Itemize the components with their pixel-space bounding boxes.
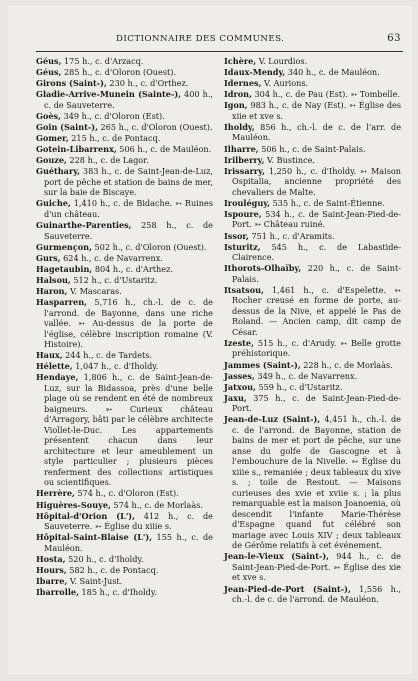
dictionary-entry xyxy=(36,488,213,499)
entry-headword: Géus, xyxy=(36,67,62,78)
dictionary-entry xyxy=(36,286,213,297)
entry-text: 349 h., c. de Navarrenx. xyxy=(254,370,358,381)
entry-headword: Haron, xyxy=(36,286,68,296)
header-rule xyxy=(36,51,403,52)
entry-headword: Idaux-Mendy, xyxy=(224,67,286,78)
entry-text: 258 h., c. de Sauveterre. xyxy=(44,220,213,241)
entry-text: 1,250 h., c. d'Iholdy. ➳ Maison Ospitalia, ancienne propriété des chevaliers de Malte. xyxy=(232,165,401,197)
dictionary-entry xyxy=(36,111,213,122)
entry-headword: Ithorots-Olhaïby, xyxy=(224,263,302,274)
page-number: 63 xyxy=(387,33,401,44)
dictionary-entry xyxy=(224,155,401,166)
entry-headword: Guinarthe-Parenties, xyxy=(36,220,132,231)
entry-headword: Jean-le-Vieux (Saint-), xyxy=(224,551,330,562)
entry-headword: Géus, xyxy=(36,56,62,66)
entry-headword: Jammes (Saint-), xyxy=(224,359,301,370)
entry-text: 412 h., c. de Sauveterre. ➳ Église du xiiie s. xyxy=(44,510,213,532)
entry-headword: Girons (Saint-), xyxy=(36,78,107,89)
entry-headword: Jaxu, xyxy=(224,392,247,403)
entry-text: 520 h., c. d'Iholdy. xyxy=(65,553,144,564)
dictionary-entry xyxy=(36,220,213,241)
dictionary-entry xyxy=(224,67,401,78)
dictionary-entry xyxy=(224,263,401,284)
dictionary-entry xyxy=(36,264,213,275)
entry-headword: Idron, xyxy=(224,89,252,100)
entry-headword: Ilharre, xyxy=(224,143,259,154)
entry-headword: Gouze, xyxy=(36,155,67,166)
dictionary-entry xyxy=(36,155,213,166)
dictionary-entry xyxy=(224,360,401,371)
entry-headword: Hasparren, xyxy=(36,297,87,308)
entry-text: 506 h., c. de Mauléon. xyxy=(116,144,212,155)
entry-text: V. Saint-Just. xyxy=(67,576,123,587)
entry-text: 545 h., c. de Labastide-Clairence. xyxy=(232,241,401,263)
left-column xyxy=(36,56,213,598)
entry-text: 375 h., c. de Saint-Jean-Pied-de-Port. xyxy=(232,392,401,414)
dictionary-entry xyxy=(224,56,401,67)
entry-headword: Goès, xyxy=(36,110,61,121)
entry-headword: Ispoure, xyxy=(224,208,262,219)
entry-text: 215 h., c. de Pontacq. xyxy=(68,133,161,144)
entry-headword: Hagetaubin, xyxy=(36,263,93,274)
entry-headword: Jatxou, xyxy=(224,381,256,392)
dictionary-entry xyxy=(36,500,213,511)
entry-text: 228 h., c. de Lagor. xyxy=(66,155,149,166)
entry-headword: Hendaye, xyxy=(36,372,79,383)
dictionary-entry xyxy=(224,100,401,121)
entry-text: V. Mascaras. xyxy=(67,286,122,296)
entry-headword: Jean-de-Luz (Saint-), xyxy=(224,414,321,425)
dictionary-entry xyxy=(36,166,213,198)
entry-text: 559 h., c. d'Ustaritz. xyxy=(255,381,343,392)
entry-text: 228 h., c. de Morlaàs. xyxy=(300,359,393,370)
dictionary-entry xyxy=(224,89,401,100)
entry-text: 1,047 h., c. d'Iholdy. xyxy=(72,361,159,372)
entry-headword: Iholdy, xyxy=(224,121,255,132)
dictionary-entry xyxy=(36,144,213,155)
entry-headword: Izeste, xyxy=(224,337,254,348)
entry-headword: Hélette, xyxy=(36,361,73,372)
entry-text: 220 h., c. de Saint-Palais. xyxy=(232,263,401,284)
dictionary-entry xyxy=(36,78,213,89)
entry-text: 582 h., c. de Pontacq. xyxy=(66,564,159,575)
dictionary-entry xyxy=(224,166,401,198)
dictionary-entry xyxy=(36,242,213,253)
dictionary-entry xyxy=(36,511,213,532)
entry-text: 265 h., c. d'Oloron (Ouest). xyxy=(97,121,213,132)
entry-headword: Issor, xyxy=(224,230,249,241)
dictionary-entry xyxy=(224,393,401,414)
entry-headword: Ibarrolle, xyxy=(36,587,79,598)
entry-text: 155 h., c. de Mauléon. xyxy=(44,532,213,553)
dictionary-entry xyxy=(224,338,401,359)
entry-text: 574 h., c. de Morlaàs. xyxy=(110,499,203,510)
entry-headword: Igon, xyxy=(224,100,248,111)
entry-headword: Guiche, xyxy=(36,198,71,209)
entry-headword: Hours, xyxy=(36,564,67,575)
entry-headword: Isturitz, xyxy=(224,241,261,252)
entry-headword: Itsatsou, xyxy=(224,284,264,295)
dictionary-entry xyxy=(36,297,213,350)
entry-headword: Halsou, xyxy=(36,274,71,285)
dictionary-entry xyxy=(36,554,213,565)
entry-headword: Jasses, xyxy=(224,370,255,381)
entry-text: 244 h., c. de Tardets. xyxy=(62,350,153,361)
entry-headword: Irilberry, xyxy=(224,154,265,165)
entry-headword: Gurmençon, xyxy=(36,241,92,252)
dictionary-entry xyxy=(36,361,213,372)
dictionary-entry xyxy=(36,56,213,67)
dictionary-entry xyxy=(224,285,401,338)
entry-text: 534 h., c. de Saint-Jean-Pied-de-Port. ➳ Château ruiné. xyxy=(232,208,401,230)
dictionary-entry xyxy=(36,275,213,286)
entry-headword: Goin (Saint-), xyxy=(36,121,98,132)
entry-headword: Irissarry, xyxy=(224,165,265,176)
dictionary-entry xyxy=(224,382,401,393)
entry-text: 1,461 h., c. d'Espelette. ➳ Rocher creusé en forme de porte, au-dessus de la Nive, et appelé le Pas de Roland. — Ancien camp, dit camp de César. xyxy=(232,284,401,337)
entry-text: V. Bustince. xyxy=(264,154,316,165)
entry-text: 1,556 h., ch.-l. de c. de l'arrond. de Mauléon. xyxy=(232,583,401,605)
entry-text: 506 h., c. de Saint-Palais. xyxy=(258,143,366,154)
dictionary-entry xyxy=(224,209,401,230)
entry-headword: Gurs, xyxy=(36,252,61,263)
entry-text: 515 h., c. d'Arudy. ➳ Belle grotte préhistorique. xyxy=(232,337,401,359)
dictionary-entry xyxy=(36,372,213,488)
entry-headword: Haux, xyxy=(36,350,63,361)
entry-headword: Gomer, xyxy=(36,133,69,144)
entry-headword: Hosta, xyxy=(36,553,66,564)
entry-text: 535 h., c. de Saint-Étienne. xyxy=(270,197,385,208)
entry-headword: Hôpital-Saint-Blaise (L'), xyxy=(36,532,153,543)
entry-text: 856 h., ch.-l. de c. de l'arr. de Mauléon. xyxy=(232,121,401,143)
dictionary-entry xyxy=(36,576,213,587)
entry-headword: Herrère, xyxy=(36,488,75,499)
entry-text: 185 h., c. d'Iholdy. xyxy=(78,587,157,598)
page-title: DICTIONNAIRE DES COMMUNES. xyxy=(116,34,285,44)
dictionary-entry xyxy=(36,89,213,110)
entry-text: 512 h., c. d'Ustaritz. xyxy=(70,274,158,285)
dictionary-entry xyxy=(224,371,401,382)
entry-headword: Gladie-Arrive-Munein (Sainte-), xyxy=(36,89,182,100)
dictionary-entry xyxy=(36,587,213,598)
dictionary-entry xyxy=(36,67,213,78)
dictionary-entry xyxy=(36,253,213,264)
entry-headword: Idernes, xyxy=(224,78,262,89)
entry-text: 624 h., c. de Navarrenx. xyxy=(60,252,163,263)
entry-text: 5,716 h., ch.-l. de c. de l'arrond. de Bayonne, dans une riche vallée. ➳ Au-dessus de la porte de l'église, célèbre inscription romaine (V. Histoire). xyxy=(44,297,213,350)
dictionary-entry xyxy=(36,565,213,576)
entry-text: 230 h., c. d'Orthez. xyxy=(106,78,189,89)
entry-text: 1,410 h., c. de Bidache. ➳ Ruines d'un château. xyxy=(44,198,213,219)
dictionary-entry xyxy=(224,584,401,605)
entry-text: 400 h., c. de Sauveterre. xyxy=(44,89,213,110)
entry-text: V. Lourdios. xyxy=(256,56,308,66)
dictionary-entry xyxy=(36,122,213,133)
entry-text: 944 h., c. de Saint-Jean-Pied-de-Port. ➳ Église des xie et xve s. xyxy=(232,551,401,583)
entry-text: V. Aurions. xyxy=(261,78,309,89)
dictionary-entry xyxy=(224,551,401,583)
dictionary-entry xyxy=(224,242,401,263)
dictionary-entry xyxy=(224,414,401,551)
dictionary-entry xyxy=(36,133,213,144)
dictionary-entry xyxy=(224,198,401,209)
dictionary-entry xyxy=(224,231,401,242)
dictionary-entry xyxy=(224,122,401,143)
entry-text: 175 h., c. d'Arzacq. xyxy=(61,56,144,66)
entry-text: 751 h., c. d'Aramits. xyxy=(248,230,335,241)
entry-text: 1,806 h., c. de Saint-Jean-de-Luz, sur la Bidassoa, près d'une belle plage où se rendent en été de nombreux baigneurs. ➳ Curieux château d'Arragory, bâti par le célèbre architecte Viollet-le-Duc. Les appartements présentent chacun dans leur architecture et leur ameublement un style particulier ; plusieurs pièces renferment des collections artistiques ou scientifiques. xyxy=(44,372,213,488)
dictionary-entry xyxy=(224,78,401,89)
entry-headword: Irouléguy, xyxy=(224,197,271,208)
entry-headword: Hôpital-d'Orion (L'), xyxy=(36,510,135,521)
entry-text: 340 h., c. de Mauléon. xyxy=(285,67,380,78)
entry-text: 349 h., c. d'Oloron (Est). xyxy=(60,110,165,121)
entry-headword: Gotein-Libarrenx, xyxy=(36,144,117,155)
entry-text: 4,451 h., ch.-l. de c. de l'arrond. de Bayonne, station de bains de mer et port de pêche, sur une anse du golfe de Gascogne et à l'embouchure de la Nivelle. ➳ Église du xiiie s., remaniée ; deux tableaux du xive s. ; toile de Restout. — Maisons curieuses des xvie et xviie s. ; la plus remarquable est la maison Joanoenia, où descendit l'infante Marie-Thérèse d'Espagne quand fut célébré son mariage avec Louis XIV ; deux tableaux de Gérôme relatifs à cet événement. xyxy=(232,414,401,551)
entry-headword: Jean-Pied-de-Port (Saint-), xyxy=(224,583,351,594)
entry-headword: Higuères-Souye, xyxy=(36,499,111,510)
entry-text: 502 h., c. d'Oloron (Ouest). xyxy=(91,241,207,252)
right-column xyxy=(224,56,401,605)
dictionary-entry xyxy=(36,198,213,219)
entry-headword: Guéthary, xyxy=(36,166,80,177)
entry-text: 383 h., c. de Saint-Jean-de-Luz, port de pêche et station de bains de mer, sur la baie de Biscaye. xyxy=(44,166,214,198)
entry-text: 304 h., c. de Pau (Est). ➳ Tombelle. xyxy=(251,89,400,100)
entry-text: 983 h., c. de Nay (Est). ➳ Église des xiie et xve s. xyxy=(232,100,401,121)
entry-headword: Ichère, xyxy=(224,56,257,66)
dictionary-entry xyxy=(36,532,213,553)
dictionary-entry xyxy=(224,144,401,155)
entry-text: 804 h., c. d'Arthez. xyxy=(92,263,173,274)
dictionary-entry xyxy=(36,350,213,361)
entry-headword: Ibarre, xyxy=(36,576,68,587)
entry-text: 285 h., c. d'Oloron (Ouest). xyxy=(61,67,177,78)
entry-text: 574 h., c. d'Oloron (Est). xyxy=(74,488,179,499)
